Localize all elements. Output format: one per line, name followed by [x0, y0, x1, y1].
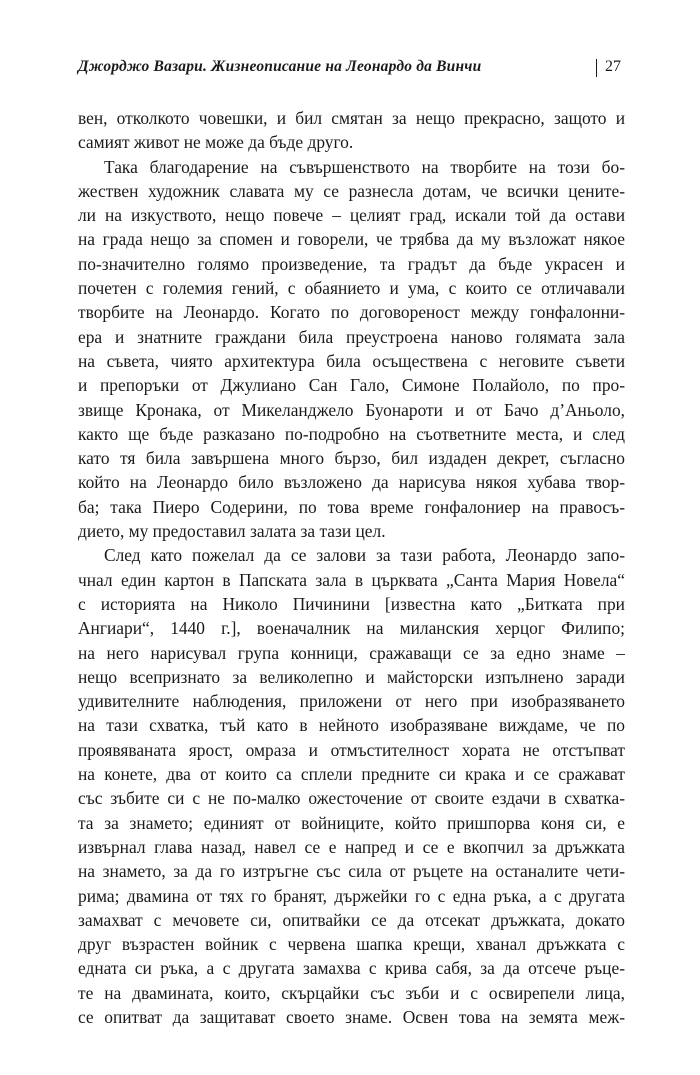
text-line: с историята на Николо Пичинини [известна като „Битката при — [78, 593, 625, 614]
text-line: като тя била завършена много бързо, бил издаден декрет, съгласно — [78, 448, 625, 469]
text-line: След като пожелал да се залови за тази работа, Леонардо запо- — [104, 545, 625, 566]
running-head — [78, 57, 626, 81]
page-number: 27 — [605, 58, 621, 75]
text-line: почетен с големия гений, с обаянието и ума, с които се отличавали — [78, 278, 625, 299]
text-line: се опитват да защитават своето знаме. Освен това на земята меж- — [78, 1006, 625, 1027]
text-line: чнал един картон в Папската зала в църквата „Санта Мария Новела“ — [78, 569, 625, 590]
header-separator-rule — [596, 59, 597, 77]
text-line: на конете, два от които са сплели предните си крака и се сражават — [78, 764, 625, 785]
text-line: звище Кронака, от Микеланджело Буонароти и от Бачо д’Аньоло, — [78, 399, 625, 420]
text-line: замахват с мечовете си, опитвайки се да отсекат дръжката, докато — [78, 909, 625, 930]
text-line: на тази схватка, тъй като в нейното изобразяване виждаме, че по — [78, 715, 625, 736]
text-line: на града нещо за спомен и говорели, че трябва да му възложат някое — [78, 229, 625, 250]
text-line: рима; двамина от тях го бранят, държейки го с една ръка, а с другата — [78, 885, 625, 906]
text-line: на него нарисувал група конници, сражаващи се за едно знаме – — [78, 642, 625, 663]
text-line: и препоръки от Джулиано Сан Гало, Симоне Полайоло, по про- — [78, 375, 625, 396]
text-line: проявяваната ярост, омраза и отмъстителност хората не отстъпват — [78, 739, 625, 760]
text-line: едната си ръка, а с другата замахва с крива сабя, за да отсече ръце- — [78, 958, 625, 979]
text-line: те на двамината, които, скърцайки със зъби и с освирепели лица, — [78, 982, 625, 1003]
text-line: вен, отколкото човешки, и бил смятан за нещо прекрасно, защото и — [78, 108, 625, 128]
text-line: нещо всепризнато за великолепно и майсторски изпълнено заради — [78, 666, 625, 687]
paragraph-1 — [78, 106, 625, 155]
text-line: на съвета, чиято архитектура била осъществена с неговите съвети — [78, 350, 625, 371]
text-line: на знамето, за да го изтръгне със сила от ръцете на останалите чети- — [78, 861, 625, 882]
paragraph-2 — [78, 155, 625, 544]
text-line: ба; така Пиеро Содерини, по това време гонфалониер на правосъ- — [78, 496, 625, 517]
text-line: друг възрастен войник с червена шапка крещи, хванал дръжката с — [78, 934, 625, 955]
paragraph-3 — [78, 543, 625, 1029]
body-text — [78, 106, 625, 1029]
text-line: дието, му предоставил залата за тази цел. — [78, 521, 386, 542]
text-line: удивителните наблюдения, приложени от него при изобразяването — [78, 691, 625, 712]
text-line: по-значително голямо произведение, та градът да бъде украсен и — [78, 253, 625, 274]
text-line: Ангиари“, 1440 г.], военачалник на миланския херцог Филипо; — [78, 618, 625, 639]
text-line: та за знамето; единият от войниците, който пришпорва коня си, е — [78, 812, 625, 833]
text-line: както ще бъде разказано по-подробно на съответните места, и след — [78, 423, 625, 444]
text-line: жествен художник славата му се разнесла дотам, че всички цените- — [78, 180, 625, 201]
text-line: извърнал глава назад, навел се е напред и се е вкопчил за дръжката — [78, 836, 625, 857]
text-line: творбите на Леонардо. Когато по договореност между гонфалонни- — [78, 302, 625, 323]
running-title: Джорджо Вазари. Жизнеописание на Леонардо да Винчи — [78, 58, 482, 75]
text-line: който на Леонардо било възложено да нарисува някоя хубава твор- — [78, 472, 625, 493]
text-line: ли на изкуството, нещо повече – целият град, искали той да остави — [78, 205, 625, 226]
text-line: самият живот не може да бъде друго. — [78, 132, 354, 153]
text-line: със зъбите си с не по-малко ожесточение от своите ездачи в схватка- — [78, 788, 625, 809]
text-line: Така благодарение на съвършенството на творбите на този бо- — [104, 156, 625, 177]
text-line: ера и знатните граждани била преустроена наново голямата зала — [78, 326, 625, 347]
